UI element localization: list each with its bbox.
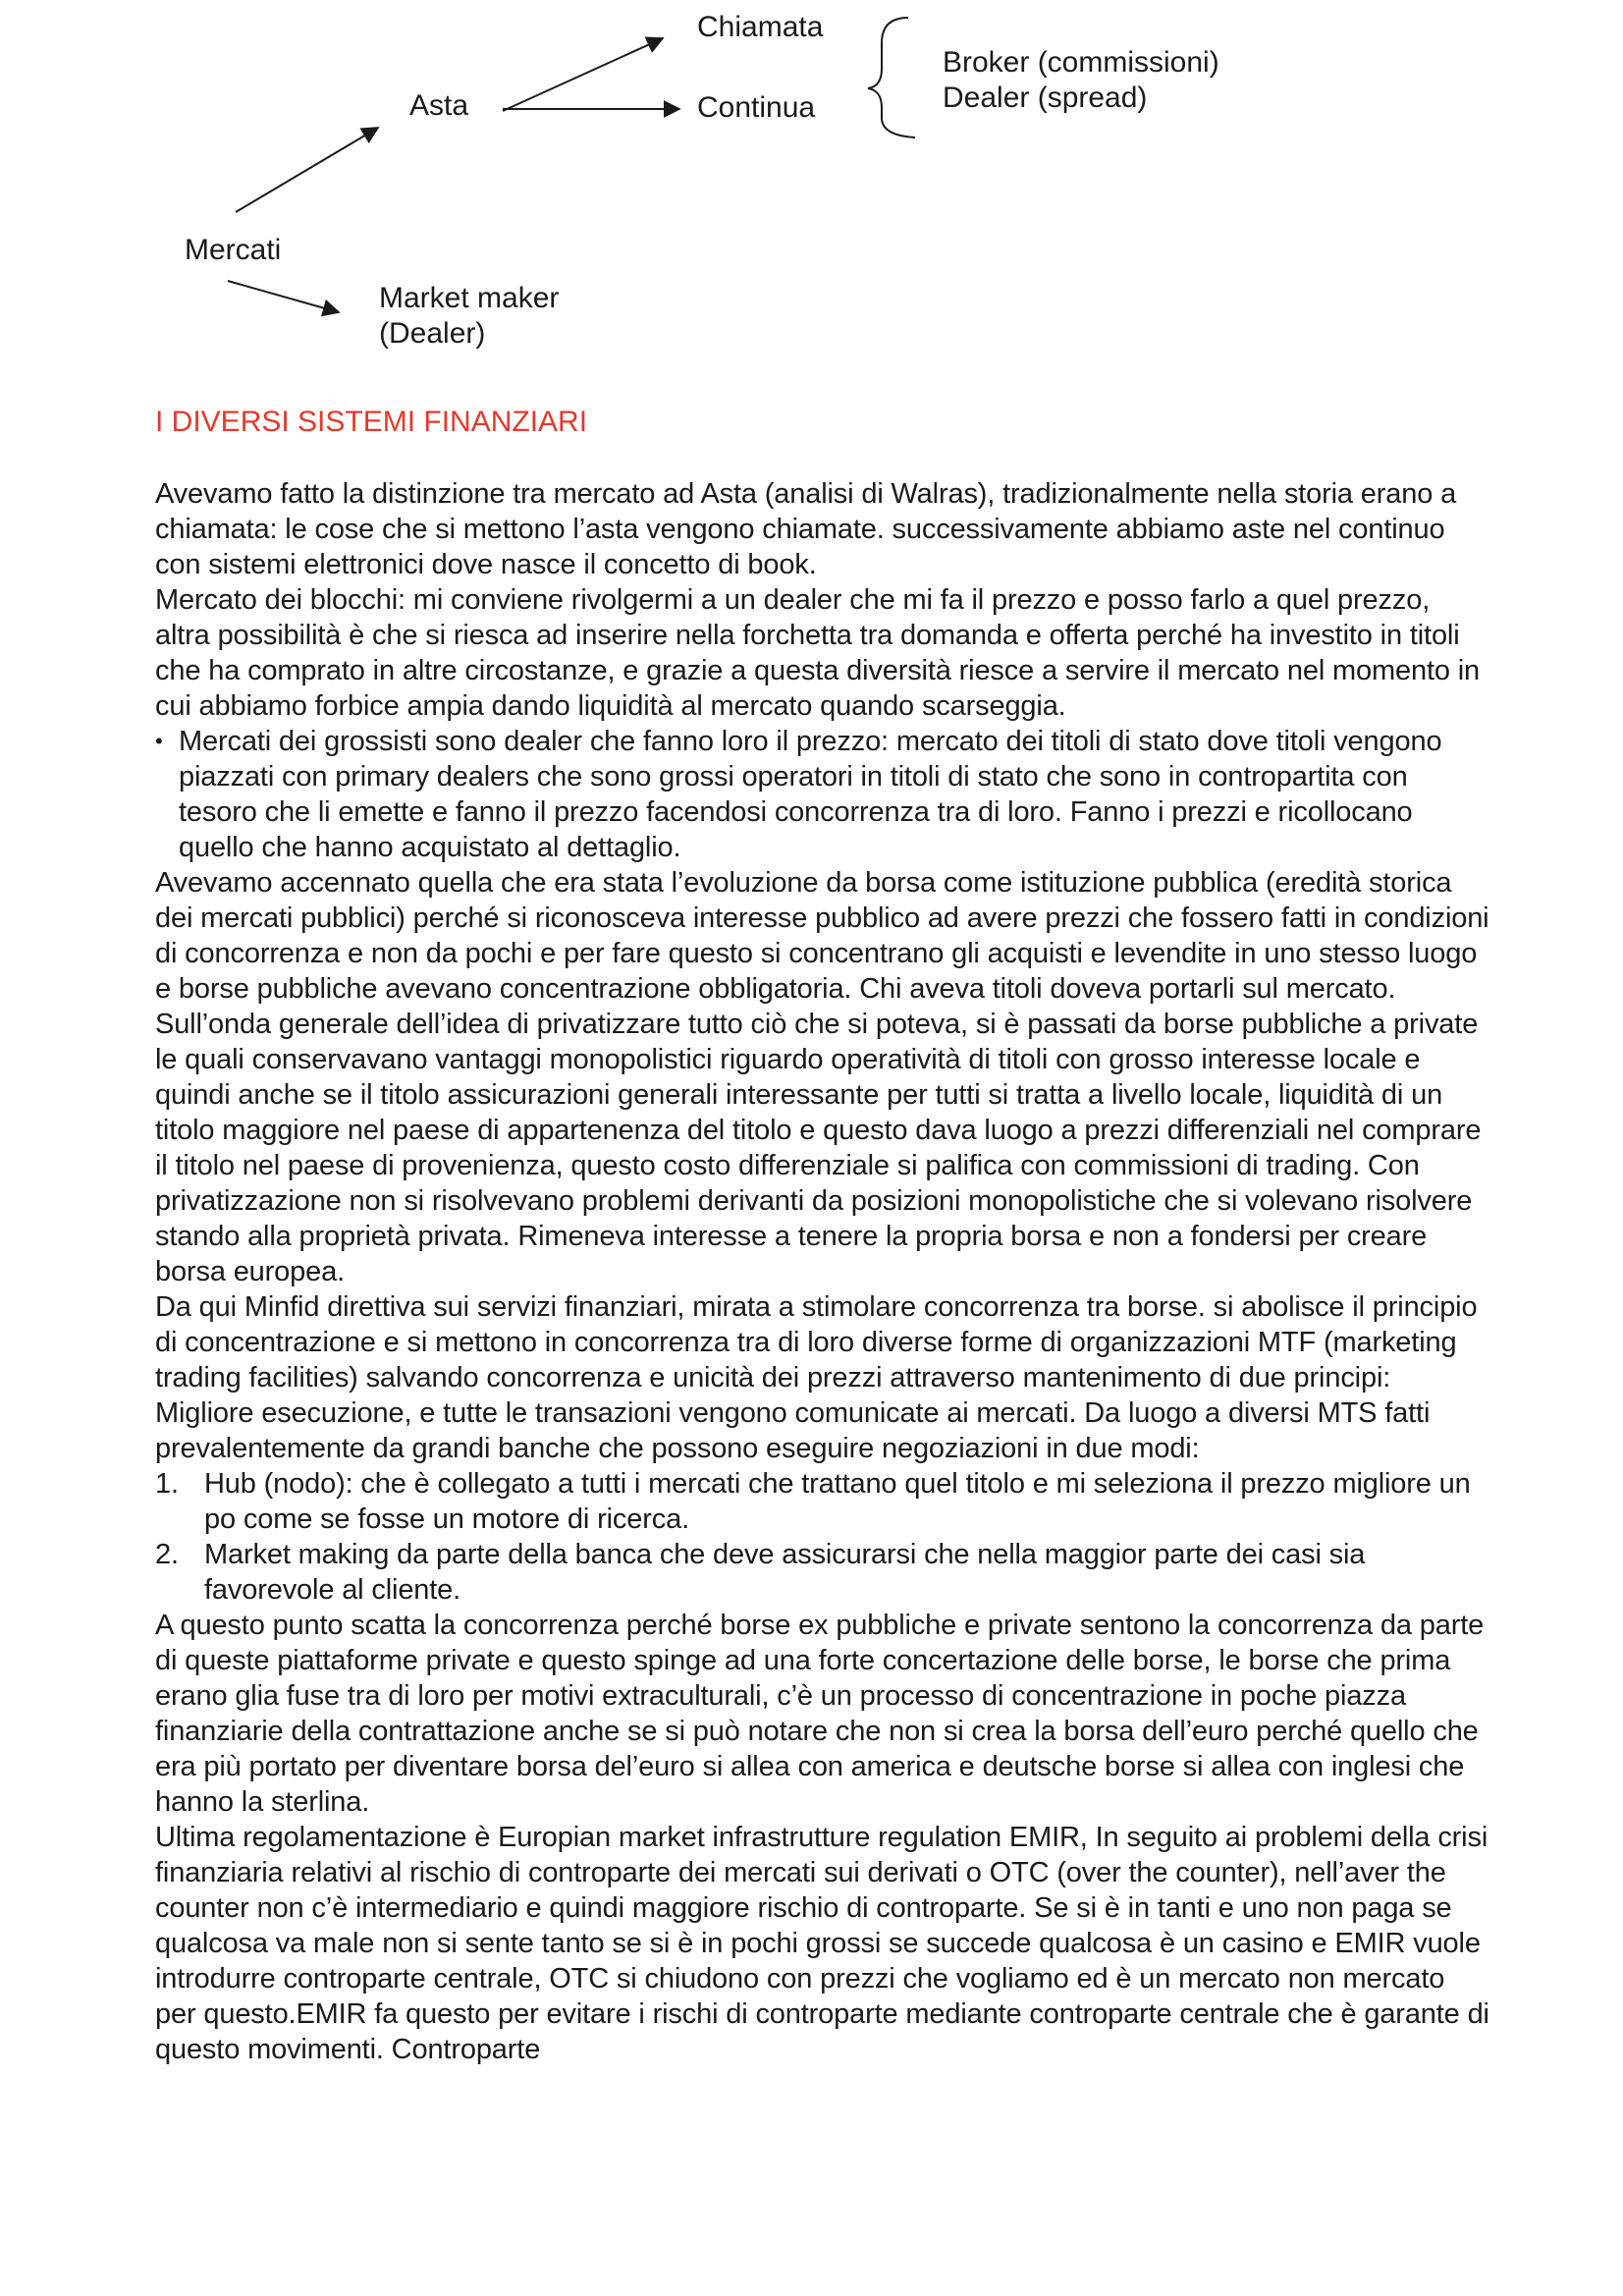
paragraph-concorrenza: A questo punto scatta la concorrenza perché borse ex pubbliche e private sentono la concorrenza da parte di queste piattaforme private e questo spinge ad una forte concertazione delle borse, le borse che prima erano glia fuse tra di loro per motivi extraculturali, c’è un processo di concentrazione in poche piazza finanziarie della contrattazione anche se si può notare che non si crea la borsa dell’euro perché quello che era più portato per diventare borsa del’euro si allea con america e deutsche borse si allea con inglesi che hanno la sterlina. bbox=[155, 1610, 1485, 1818]
label-dealer-spread: Dealer (spread) bbox=[943, 82, 1148, 114]
paragraph-emir: Ultima regolamentazione è Europian market infrastrutture regulation EMIR, In seguito ai problemi della crisi finanziaria relativi al rischio di controparte dei mercati sui derivati o OTC (over the counter), nell’aver the counter non c’è intermediario e quindi maggiore rischio di controparte. Se si è in tanti e uno non paga se qualcosa va male non si sente tanto se si è in pochi grossi se succede qualcosa è un casino e EMIR vuole introdurre controparte centrale, OTC si chiudono con prezzi che vogliamo ed è un mercato non mercato per questo.EMIR fa questo per evitare i rischi di controparte mediante controparte centrale che è garante di questo movimenti. Controparte bbox=[155, 1822, 1489, 2065]
paragraph-evoluzione: Avevamo accennato quella che era stata l’evoluzione da borsa come istituzione pubblica (eredità storica dei mercati pubblici) perché si riconosceva interesse pubblico ad avere prezzi che fossero fatti in condizioni di concorrenza e non da pochi e per fare questo si concentrano gli acquisti e levendite in uno stesso luogo e borse pubbliche avevano concentrazione obbligatoria. Chi aveva titoli doveva portarli sul mercato. Sull’onda generale dell’idea di privatizzare tutto ciò che si poteva, si è passati da borse pubbliche a private le quali conservavano vantaggi monopolistici riguardo operatività di titoli con grosso interesse locale e quindi anche se il titolo assicurazioni generali interessante per tutti si tratta a livello locale, liquidità di un titolo maggiore nel paese di appartenenza del titolo e questo dava luogo a prezzi differenziali nel comprare il titolo nel paese di provenienza, questo costo differenziale si palifica con commissioni di trading. Con privatizzazione non si risolvevano problemi derivanti da posizioni monopolistiche che si volevano risolvere stando alla proprietà privata. Rimeneva interesse a tenere la propria borsa e non a fondersi per creare borsa europea. bbox=[155, 867, 1489, 1287]
label-chiamata: Chiamata bbox=[697, 11, 824, 43]
document-body bbox=[155, 476, 1490, 2067]
diagram-arrows bbox=[0, 0, 1623, 363]
bullet-list bbox=[155, 724, 1490, 865]
numbered-list bbox=[155, 1466, 1490, 1608]
list-item-number: 1. bbox=[155, 1468, 179, 1500]
paragraph-asta: Avevamo fatto la distinzione tra mercato ad Asta (analisi di Walras), tradizionalmente nella storia erano a chiamata: le cose che si mettono l’asta vengono chiamate. successivamente abbiamo aste nel continuo con sistemi elettronici dove nasce il concetto di book. bbox=[155, 478, 1457, 580]
list-item-text: Hub (nodo): che è collegato a tutti i mercati che trattano quel titolo e mi seleziona il prezzo migliore un po come se fosse un motore di ricerca. bbox=[204, 1468, 1471, 1535]
list-item-number: 2. bbox=[155, 1539, 179, 1570]
label-market-maker: Market maker bbox=[379, 282, 560, 314]
list-item bbox=[155, 1466, 1490, 1537]
paragraph-mifid: Da qui Minfid direttiva sui servizi finanziari, mirata a stimolare concorrenza tra borse. si abolisce il principio di concentrazione e si mettono in concorrenza tra di loro diverse forme di organizzazioni MTF (marketing trading facilities) salvando concorrenza e unicità dei prezzi attraverso mantenimento di due principi: Migliore esecuzione, e tutte le transazioni vengono comunicate ai mercati. Da luogo a diversi MTS fatti prevalentemente da grandi banche che possono eseguire negoziazioni in due modi: bbox=[155, 1291, 1478, 1464]
section-title: I DIVERSI SISTEMI FINANZIARI bbox=[155, 406, 588, 438]
curly-brace bbox=[868, 18, 915, 137]
bullet-item-grossisti: • Mercati dei grossisti sono dealer che fanno loro il prezzo: mercato dei titoli di stato dove titoli vengono piazzati con primary dealers che sono grossi operatori in titoli di stato che sono in contropartita con tesoro che li emette e fanno il prezzo facendosi concorrenza tra di loro. Fanno i prezzi e ricollocano quello che hanno acquistato al dettaglio. bbox=[155, 724, 1490, 865]
paragraph-blocchi: Mercato dei blocchi: mi conviene rivolgermi a un dealer che mi fa il prezzo e posso farlo a quel prezzo, altra possibilità è che si riesca ad inserire nella forchetta tra domanda e offerta perché ha investito in titoli che ha comprato in altre circostanze, e grazie a questa diversità riesce a servire il mercato nel momento in cui abbiamo forbice ampia dando liquidità al mercato quando scarseggia. bbox=[155, 584, 1481, 722]
list-item-text: Market making da parte della banca che deve assicurarsi che nella maggior parte dei casi sia favorevole al cliente. bbox=[204, 1539, 1366, 1606]
market-diagram bbox=[0, 0, 1623, 363]
arrow-mercati-to-market-maker bbox=[228, 281, 339, 312]
label-asta: Asta bbox=[409, 89, 469, 122]
arrow-mercati-to-asta bbox=[236, 128, 378, 212]
arrow-asta-to-chiamata bbox=[503, 38, 663, 111]
label-mercati: Mercati bbox=[185, 234, 282, 266]
label-dealer: (Dealer) bbox=[379, 317, 486, 350]
label-broker: Broker (commissioni) bbox=[943, 46, 1219, 79]
label-continua: Continua bbox=[697, 91, 816, 124]
list-item bbox=[155, 1537, 1490, 1608]
